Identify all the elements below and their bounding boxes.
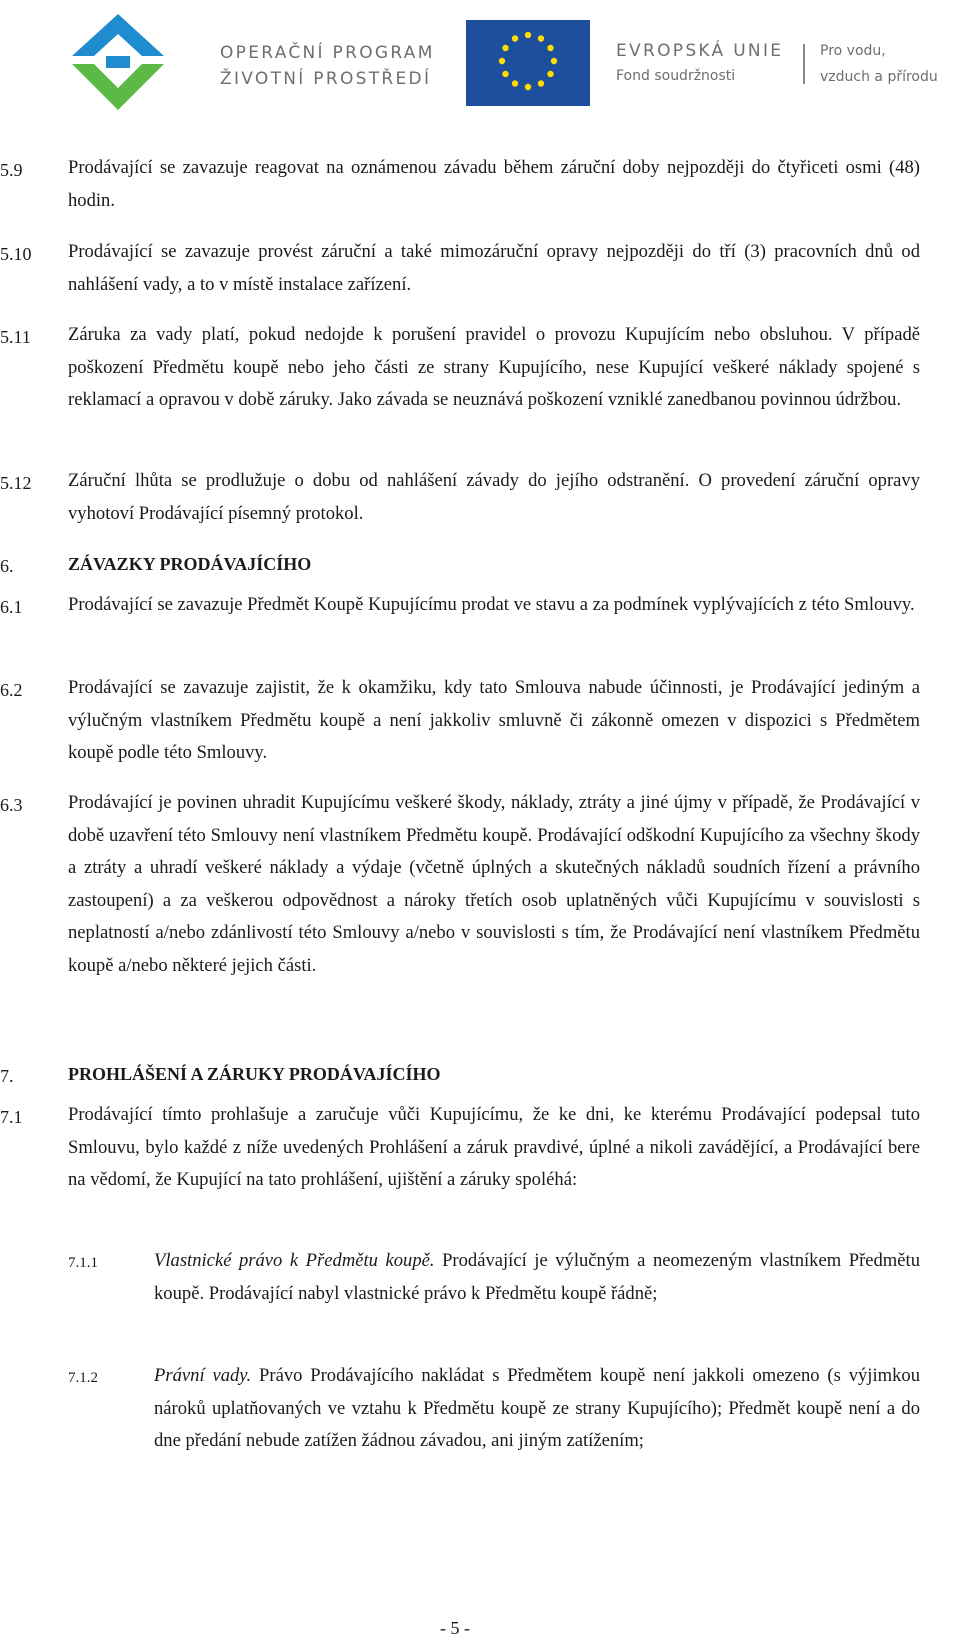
clause-number: 5.12: [0, 473, 32, 493]
clause-number: 7.1: [0, 1107, 23, 1127]
clause-number: 5.11: [0, 327, 31, 347]
section-number: 6.: [0, 556, 14, 576]
clause-text: Prodávající se zavazuje provést záruční a také mimozáruční opravy nejpozději do tří (3) pracovních dnů od nahlášení vady, a to v místě instalace zařízení.: [68, 241, 920, 295]
subclause-title: Vlastnické právo k Předmětu koupě.: [154, 1250, 435, 1271]
section-number: 7.: [0, 1066, 14, 1086]
clause-text: Prodávající se zavazuje Předmět Koupě Kupujícímu prodat ve stavu a za podmínek vyplývajících z této Smlouvy.: [68, 594, 915, 615]
clause-number: 5.9: [0, 160, 23, 180]
subclause-text: [154, 1245, 920, 1310]
clause-text: Prodávající tímto prohlašuje a zaručuje vůči Kupujícímu, že ke dni, ke kterému Prodávající podepsal tuto Smlouvu, bylo každé z níže uvedených Prohlášení a záruk pravdivé, úplné a nikoli zavádějící, a Prodávající bere na vědomí, že Kupující na tato prohlášení, ujištění a záruky spoléhá:: [68, 1104, 920, 1191]
page-number: - 5 -: [440, 1618, 470, 1638]
op-program-name: [220, 40, 435, 92]
subclause-title: Právní vady.: [154, 1365, 252, 1386]
subclause-body: Právo Prodávajícího nakládat s Předmětem koupě není jakkoli omezeno (s výjimkou nároků uplatňovaných ve vztahu k Předmětu koupě ze strany Kupujícího); Předmět koupě není a do dne předání nebude zatížen žádnou závadou, ani jiným zatížením;: [154, 1365, 920, 1452]
clause-text: Záruka za vady platí, pokud nedojde k porušení pravidel o provozu Kupujícím nebo obsluhou. V případě poškození Předmětu koupě nebo jeho části ze strany Kupujícího, nese Kupující veškeré náklady spojené s reklamací a opravou v době záruky. Jako závada se neuznává poškození vzniklé zanedbanou povinnou údržbou.: [68, 324, 920, 411]
op-zp-logo-icon: [68, 10, 168, 114]
clause-number: 6.2: [0, 680, 23, 700]
section-heading: PROHLÁŠENÍ A ZÁRUKY PRODÁVAJÍCÍHO: [68, 1064, 441, 1084]
clause-number: 5.10: [0, 244, 32, 264]
subclause-body: Prodávající je výlučným a neomezeným vlastníkem Předmětu koupě. Prodávající nabyl vlastnické právo k Předmětu koupě řádně;: [154, 1250, 920, 1304]
clause-text: Záruční lhůta se prodlužuje o dobu od nahlášení závady do jejího odstranění. O provedení záruční opravy vyhotoví Prodávající písemný protokol.: [68, 470, 920, 524]
eu-fund: Fond soudržnosti: [616, 68, 736, 84]
page-header: [0, 0, 960, 120]
clause-text: Prodávající se zavazuje reagovat na oznámenou závadu během záruční doby nejpozději do čtyřiceti osmi (48) hodin.: [68, 157, 920, 211]
slogan: [820, 38, 938, 90]
eu-label: [616, 38, 783, 88]
eu-title: EVROPSKÁ UNIE: [616, 41, 784, 61]
subclause-number: 7.1.1: [68, 1255, 98, 1271]
op-line2: ŽIVOTNÍ PROSTŘEDÍ: [220, 69, 432, 89]
slogan-line2: vzduch a přírodu: [820, 69, 938, 85]
op-line1: OPERAČNÍ PROGRAM: [220, 43, 435, 63]
subclause-number: 7.1.2: [68, 1370, 98, 1386]
clause-number: 6.3: [0, 795, 23, 815]
slogan-line1: Pro vodu,: [820, 43, 886, 59]
section-heading: ZÁVAZKY PRODÁVAJÍCÍHO: [68, 554, 312, 574]
clause-text: Prodávající se zavazuje zajistit, že k okamžiku, kdy tato Smlouva nabude účinnosti, je Prodávající jediným a výlučným vlastníkem Předmětu koupě a není jakkoliv smluvně či zákonně omezen v dispozici s Předmětem koupě podle této Smlouvy.: [68, 677, 920, 764]
eu-flag-icon: [466, 20, 590, 106]
clause-text: Prodávající je povinen uhradit Kupujícímu veškeré škody, náklady, ztráty a jiné újmy v případě, že Prodávající v době uzavření této Smlouvy není vlastníkem Předmětu koupě. Prodávající odškodní Kupujícího za všechny škody a ztráty a uhradí veškeré náklady a výdaje (včetně úplných a skutečných nákladů soudních řízení a právního zastoupení) a za veškerou odpovědnost a nároky třetích osob uplatněných vůči Kupujícímu v souvislosti s neplatností a/nebo zdánlivostí této Smlouvy a/nebo v souvislosti s tím, že Prodávající není vlastníkem Předmětu koupě a/nebo některé jejich části.: [68, 792, 920, 976]
clause-number: 6.1: [0, 597, 23, 617]
subclause-text: [154, 1360, 920, 1458]
header-divider: [803, 44, 805, 84]
